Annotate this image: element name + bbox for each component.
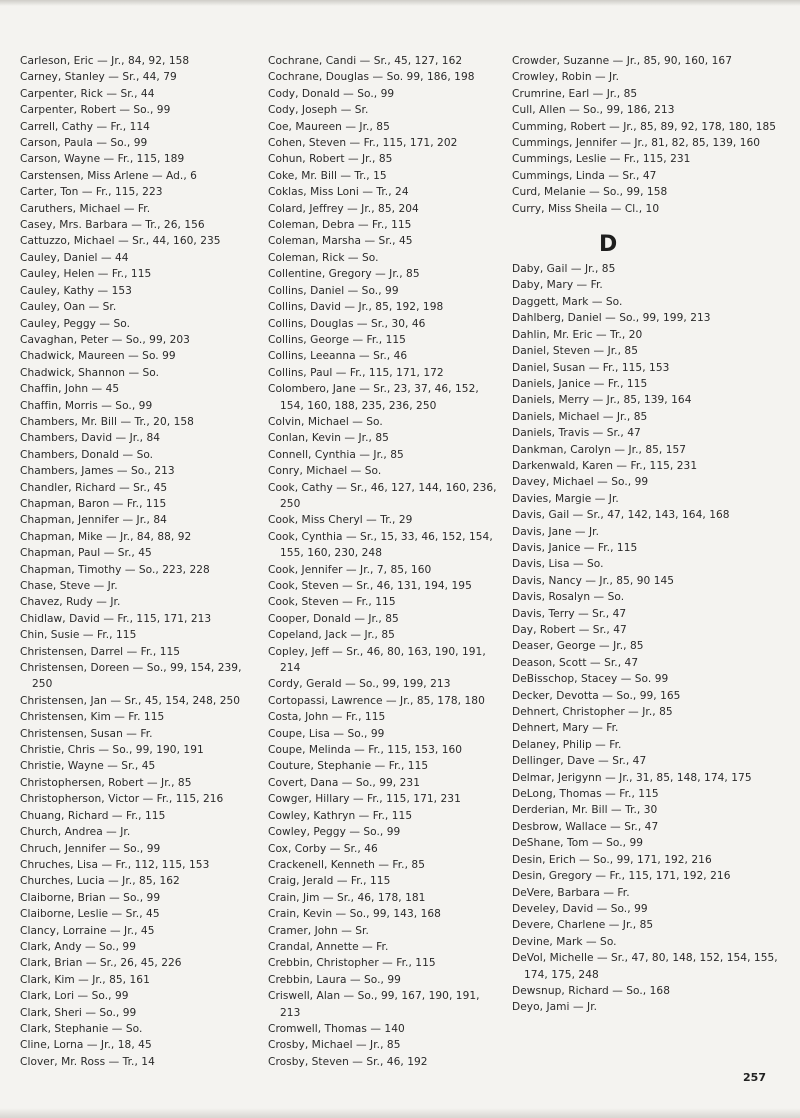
index-entry: Cook, Miss Cheryl — Tr., 29 bbox=[268, 514, 413, 527]
index-entry: Coke, Mr. Bill — Tr., 15 bbox=[268, 169, 387, 182]
index-entry: Church, Andrea — Jr. bbox=[20, 826, 131, 839]
index-entry: Cordy, Gerald — So., 99, 199, 213 bbox=[268, 678, 451, 691]
index-column-2 bbox=[268, 53, 503, 1070]
index-entry: Coleman, Rick — So. bbox=[268, 251, 379, 264]
index-entry: Daby, Mary — Fr. bbox=[512, 279, 603, 292]
index-entry: Chaffin, Morris — So., 99 bbox=[20, 399, 153, 412]
index-entry: Davis, Lisa — So. bbox=[512, 558, 604, 571]
index-entry: Christensen, Kim — Fr. 115 bbox=[20, 711, 165, 724]
index-entry: Claiborne, Brian — So., 99 bbox=[20, 891, 161, 904]
index-column-3-bottom bbox=[512, 261, 782, 1016]
index-entry: Cline, Lorna — Jr., 18, 45 bbox=[20, 1039, 152, 1052]
index-entry: Davis, Terry — Sr., 47 bbox=[512, 607, 627, 620]
index-entry: Crosby, Steven — Sr., 46, 192 bbox=[268, 1055, 428, 1068]
index-entry: Chapman, Timothy — So., 223, 228 bbox=[20, 563, 210, 576]
index-entry: Carney, Stanley — Sr., 44, 79 bbox=[20, 71, 177, 84]
index-entry: Christopherson, Victor — Fr., 115, 216 bbox=[20, 793, 224, 806]
index-entry: Carpenter, Rick — Sr., 44 bbox=[20, 87, 155, 100]
index-entry: Cook, Cynthia — Sr., 15, 33, 46, 152, 154, 155, 160, 230, 248 bbox=[268, 530, 493, 560]
index-entry: Cochrane, Candi — Sr., 45, 127, 162 bbox=[268, 55, 463, 67]
index-entry: Crumrine, Earl — Jr., 85 bbox=[512, 87, 638, 100]
index-entry: Cowley, Kathryn — Fr., 115 bbox=[268, 809, 413, 822]
index-entry: Cohen, Steven — Fr., 115, 171, 202 bbox=[268, 137, 458, 150]
index-entry: Couture, Stephanie — Fr., 115 bbox=[268, 760, 429, 773]
index-entry: Chapman, Paul — Sr., 45 bbox=[20, 547, 152, 560]
index-entry: Crain, Kevin — So., 99, 143, 168 bbox=[268, 908, 441, 921]
index-entry: Desbrow, Wallace — Sr., 47 bbox=[512, 820, 659, 833]
index-entry: Daniels, Merry — Jr., 85, 139, 164 bbox=[512, 394, 692, 407]
index-entry: Cook, Steven — Sr., 46, 131, 194, 195 bbox=[268, 580, 472, 592]
index-entry: DeBisschop, Stacey — So. 99 bbox=[512, 673, 669, 686]
index-entry: Covert, Dana — So., 99, 231 bbox=[268, 776, 421, 789]
index-entry: Chapman, Baron — Fr., 115 bbox=[20, 497, 167, 510]
index-entry: Copeland, Jack — Jr., 85 bbox=[268, 629, 395, 642]
index-entry: Curd, Melanie — So., 99, 158 bbox=[512, 186, 668, 199]
index-entry: Clancy, Lorraine — Jr., 45 bbox=[20, 924, 155, 937]
index-entry: Davis, Janice — Fr., 115 bbox=[512, 541, 638, 554]
index-entry: DeVere, Barbara — Fr. bbox=[512, 886, 630, 899]
index-entry: Cromwell, Thomas — 140 bbox=[268, 1022, 405, 1035]
index-entry: Carson, Wayne — Fr., 115, 189 bbox=[20, 153, 185, 166]
index-entry: Clark, Brian — Sr., 26, 45, 226 bbox=[20, 957, 182, 970]
index-entry: Carter, Ton — Fr., 115, 223 bbox=[20, 186, 163, 199]
index-entry: Colard, Jeffrey — Jr., 85, 204 bbox=[268, 202, 419, 215]
index-entry: Cauley, Daniel — 44 bbox=[20, 251, 129, 264]
index-entry: Chandler, Richard — Sr., 45 bbox=[20, 481, 168, 494]
index-entry: Dehnert, Mary — Fr. bbox=[512, 722, 619, 735]
index-entry: Copley, Jeff — Sr., 46, 80, 163, 190, 191, 214 bbox=[268, 645, 486, 675]
index-entry: Chambers, Donald — So. bbox=[20, 448, 154, 461]
index-entry: Chidlaw, David — Fr., 115, 171, 213 bbox=[20, 612, 212, 625]
index-entry: Claiborne, Leslie — Sr., 45 bbox=[20, 908, 160, 921]
index-entry: Chruch, Jennifer — So., 99 bbox=[20, 842, 161, 855]
index-entry: Crosby, Michael — Jr., 85 bbox=[268, 1039, 401, 1052]
page-number: 257 bbox=[743, 1071, 766, 1084]
index-entry: Cook, Cathy — Sr., 46, 127, 144, 160, 236, 250 bbox=[268, 481, 497, 510]
index-entry: Cavaghan, Peter — So., 99, 203 bbox=[20, 333, 190, 346]
index-entry: Delaney, Philip — Fr. bbox=[512, 738, 622, 751]
index-entry: Christensen, Jan — Sr., 45, 154, 248, 250 bbox=[20, 694, 241, 707]
index-entry: Chapman, Mike — Jr., 84, 88, 92 bbox=[20, 530, 192, 543]
index-entry: Christie, Wayne — Sr., 45 bbox=[20, 760, 156, 773]
index-entry: Decker, Devotta — So., 99, 165 bbox=[512, 689, 681, 702]
index-entry: Chambers, David — Jr., 84 bbox=[20, 432, 161, 445]
index-entry: Davis, Nancy — Jr., 85, 90 145 bbox=[512, 574, 675, 587]
index-entry: Connell, Cynthia — Jr., 85 bbox=[268, 448, 404, 461]
index-entry: Casey, Mrs. Barbara — Tr., 26, 156 bbox=[20, 219, 205, 232]
index-entry: Clark, Stephanie — So. bbox=[20, 1022, 143, 1035]
index-entry: Collins, Leeanna — Sr., 46 bbox=[268, 350, 408, 363]
index-entry: Colvin, Michael — So. bbox=[268, 415, 383, 428]
index-entry: Desin, Erich — So., 99, 171, 192, 216 bbox=[512, 853, 712, 866]
index-entry: Chruches, Lisa — Fr., 112, 115, 153 bbox=[20, 858, 210, 871]
index-entry: Carstensen, Miss Arlene — Ad., 6 bbox=[20, 169, 197, 182]
index-entry: Dahlberg, Daniel — So., 99, 199, 213 bbox=[512, 312, 711, 325]
index-entry: Cody, Joseph — Sr. bbox=[268, 104, 369, 117]
index-entry: Chuang, Richard — Fr., 115 bbox=[20, 809, 166, 822]
index-entry: Clover, Mr. Ross — Tr., 14 bbox=[20, 1055, 155, 1068]
index-entry: Coleman, Marsha — Sr., 45 bbox=[268, 235, 413, 248]
index-entry: Darkenwald, Karen — Fr., 115, 231 bbox=[512, 459, 698, 472]
index-entry: Carrell, Cathy — Fr., 114 bbox=[20, 120, 150, 133]
index-entry: Daby, Gail — Jr., 85 bbox=[512, 263, 616, 276]
index-entry: Crowder, Suzanne — Jr., 85, 90, 160, 167 bbox=[512, 55, 732, 67]
index-entry: Cummings, Leslie — Fr., 115, 231 bbox=[512, 153, 691, 166]
index-entry: Coklas, Miss Loni — Tr., 24 bbox=[268, 186, 409, 199]
index-entry: Crowley, Robin — Jr. bbox=[512, 71, 620, 84]
index-entry: Christensen, Doreen — So., 99, 154, 239, 250 bbox=[20, 662, 242, 691]
index-entry: Cooper, Donald — Jr., 85 bbox=[268, 612, 399, 625]
index-entry: Coe, Maureen — Jr., 85 bbox=[268, 120, 390, 133]
page-top-edge bbox=[0, 0, 800, 6]
index-entry: Conlan, Kevin — Jr., 85 bbox=[268, 432, 389, 445]
index-entry: Daniel, Susan — Fr., 115, 153 bbox=[512, 361, 670, 374]
index-entry: Cook, Steven — Fr., 115 bbox=[268, 596, 396, 609]
index-entry: Chavez, Rudy — Jr. bbox=[20, 596, 121, 609]
index-entry: Carleson, Eric — Jr., 84, 92, 158 bbox=[20, 55, 190, 67]
index-entry: Cauley, Peggy — So. bbox=[20, 317, 130, 330]
index-entry: Davies, Margie — Jr. bbox=[512, 492, 619, 505]
index-entry: Daniel, Steven — Jr., 85 bbox=[512, 345, 639, 358]
index-entry: Daniels, Travis — Sr., 47 bbox=[512, 427, 641, 440]
index-entry: Cauley, Kathy — 153 bbox=[20, 284, 132, 297]
index-entry: Cohun, Robert — Jr., 85 bbox=[268, 153, 393, 166]
index-entry: Davis, Jane — Jr. bbox=[512, 525, 600, 538]
index-entry: Clark, Andy — So., 99 bbox=[20, 940, 136, 953]
index-entry: Davis, Rosalyn — So. bbox=[512, 591, 625, 604]
index-entry: Collins, Paul — Fr., 115, 171, 172 bbox=[268, 366, 444, 379]
index-entry: Dankman, Carolyn — Jr., 85, 157 bbox=[512, 443, 687, 456]
index-entry: Cauley, Helen — Fr., 115 bbox=[20, 268, 152, 281]
index-entry: Cook, Jennifer — Jr., 7, 85, 160 bbox=[268, 563, 432, 576]
index-entry: Develey, David — So., 99 bbox=[512, 902, 648, 915]
index-entry: Desin, Gregory — Fr., 115, 171, 192, 216 bbox=[512, 870, 731, 883]
index-entry: Crain, Jim — Sr., 46, 178, 181 bbox=[268, 891, 426, 904]
index-entry: Christie, Chris — So., 99, 190, 191 bbox=[20, 744, 204, 757]
index-entry: Collins, Douglas — Sr., 30, 46 bbox=[268, 317, 426, 330]
index-entry: Cramer, John — Sr. bbox=[268, 924, 369, 937]
index-entry: Chadwick, Maureen — So. 99 bbox=[20, 350, 176, 363]
index-entry: Cody, Donald — So., 99 bbox=[268, 87, 395, 100]
index-entry: Dahlin, Mr. Eric — Tr., 20 bbox=[512, 328, 643, 341]
index-entry: Chase, Steve — Jr. bbox=[20, 580, 118, 592]
index-entry: Cauley, Oan — Sr. bbox=[20, 301, 117, 314]
index-entry: Crandal, Annette — Fr. bbox=[268, 940, 389, 953]
index-entry: Crebbin, Christopher — Fr., 115 bbox=[268, 957, 436, 970]
index-entry: Deason, Scott — Sr., 47 bbox=[512, 656, 639, 669]
index-entry: Collentine, Gregory — Jr., 85 bbox=[268, 268, 420, 281]
index-entry: Christensen, Susan — Fr. bbox=[20, 727, 153, 740]
index-entry: Day, Robert — Sr., 47 bbox=[512, 624, 627, 636]
index-entry: Daniels, Michael — Jr., 85 bbox=[512, 410, 648, 423]
index-entry: Carson, Paula — So., 99 bbox=[20, 137, 148, 150]
index-entry: Davey, Michael — So., 99 bbox=[512, 476, 649, 489]
index-entry: Caruthers, Michael — Fr. bbox=[20, 202, 151, 215]
index-entry: Dellinger, Dave — Sr., 47 bbox=[512, 755, 647, 768]
index-entry: Cochrane, Douglas — So. 99, 186, 198 bbox=[268, 71, 475, 84]
index-entry: Churches, Lucia — Jr., 85, 162 bbox=[20, 875, 180, 888]
index-column-3 bbox=[512, 53, 782, 1016]
index-entry: Clark, Kim — Jr., 85, 161 bbox=[20, 973, 150, 986]
index-entry: Crackenell, Kenneth — Fr., 85 bbox=[268, 858, 426, 871]
index-entry: Chin, Susie — Fr., 115 bbox=[20, 629, 137, 642]
index-entry: Daniels, Janice — Fr., 115 bbox=[512, 377, 648, 390]
index-entry: Carpenter, Robert — So., 99 bbox=[20, 104, 171, 117]
index-entry: Chambers, James — So., 213 bbox=[20, 465, 175, 478]
index-entry: DeVol, Michelle — Sr., 47, 80, 148, 152, 154, 155, 174, 175, 248 bbox=[512, 952, 778, 981]
index-entry: Collins, George — Fr., 115 bbox=[268, 333, 406, 346]
index-entry: Conry, Michael — So. bbox=[268, 465, 382, 478]
index-entry: Devine, Mark — So. bbox=[512, 935, 617, 948]
page-bottom-edge bbox=[0, 1108, 800, 1118]
index-entry: Crebbin, Laura — So., 99 bbox=[268, 973, 401, 986]
index-entry: Coleman, Debra — Fr., 115 bbox=[268, 219, 412, 232]
index-entry: Delmar, Jerigynn — Jr., 31, 85, 148, 174, 175 bbox=[512, 771, 752, 784]
index-entry: Curry, Miss Sheila — Cl., 10 bbox=[512, 202, 660, 215]
index-entry: Cox, Corby — Sr., 46 bbox=[268, 842, 378, 855]
index-entry: Deyo, Jami — Jr. bbox=[512, 1001, 598, 1014]
section-letter: D bbox=[599, 232, 618, 258]
index-entry: Cummings, Linda — Sr., 47 bbox=[512, 169, 657, 182]
index-entry: Deaser, George — Jr., 85 bbox=[512, 640, 644, 653]
index-entry: Chadwick, Shannon — So. bbox=[20, 366, 160, 379]
index-entry: Cull, Allen — So., 99, 186, 213 bbox=[512, 104, 675, 117]
index-entry: Devere, Charlene — Jr., 85 bbox=[512, 919, 654, 932]
index-entry: Dewsnup, Richard — So., 168 bbox=[512, 984, 670, 997]
index-entry: Daggett, Mark — So. bbox=[512, 295, 623, 308]
index-entry: Collins, Daniel — So., 99 bbox=[268, 284, 399, 297]
index-entry: Coupe, Melinda — Fr., 115, 153, 160 bbox=[268, 744, 463, 757]
index-entry: Chambers, Mr. Bill — Tr., 20, 158 bbox=[20, 415, 194, 428]
index-entry: DeShane, Tom — So., 99 bbox=[512, 837, 644, 850]
index-entry: Clark, Lori — So., 99 bbox=[20, 990, 129, 1003]
index-entry: Coupe, Lisa — So., 99 bbox=[268, 727, 385, 740]
index-entry: Christensen, Darrel — Fr., 115 bbox=[20, 645, 181, 658]
index-entry: Cattuzzo, Michael — Sr., 44, 160, 235 bbox=[20, 235, 221, 248]
index-entry: Criswell, Alan — So., 99, 167, 190, 191, 213 bbox=[268, 990, 480, 1019]
index-entry: Costa, John — Fr., 115 bbox=[268, 711, 386, 724]
index-column-1 bbox=[20, 53, 255, 1070]
index-entry: Chapman, Jennifer — Jr., 84 bbox=[20, 514, 167, 527]
index-entry: Cortopassi, Lawrence — Jr., 85, 178, 180 bbox=[268, 694, 485, 707]
index-entry: DeLong, Thomas — Fr., 115 bbox=[512, 788, 659, 801]
index-entry: Christophersen, Robert — Jr., 85 bbox=[20, 776, 192, 789]
index-entry: Cowger, Hillary — Fr., 115, 171, 231 bbox=[268, 793, 461, 806]
index-entry: Derderian, Mr. Bill — Tr., 30 bbox=[512, 804, 658, 817]
index-entry: Cumming, Robert — Jr., 85, 89, 92, 178, 180, 185 bbox=[512, 120, 777, 133]
index-entry: Craig, Jerald — Fr., 115 bbox=[268, 875, 391, 888]
index-entry: Collins, David — Jr., 85, 192, 198 bbox=[268, 301, 444, 314]
index-entry: Dehnert, Christopher — Jr., 85 bbox=[512, 706, 673, 719]
index-entry: Clark, Sheri — So., 99 bbox=[20, 1006, 137, 1019]
index-entry: Colombero, Jane — Sr., 23, 37, 46, 152, 154, 160, 188, 235, 236, 250 bbox=[268, 383, 479, 412]
index-entry: Cowley, Peggy — So., 99 bbox=[268, 826, 401, 839]
index-entry: Davis, Gail — Sr., 47, 142, 143, 164, 168 bbox=[512, 509, 730, 522]
index-entry: Cummings, Jennifer — Jr., 81, 82, 85, 139, 160 bbox=[512, 137, 761, 150]
index-entry: Chaffin, John — 45 bbox=[20, 383, 120, 396]
index-column-3-top bbox=[512, 53, 782, 217]
